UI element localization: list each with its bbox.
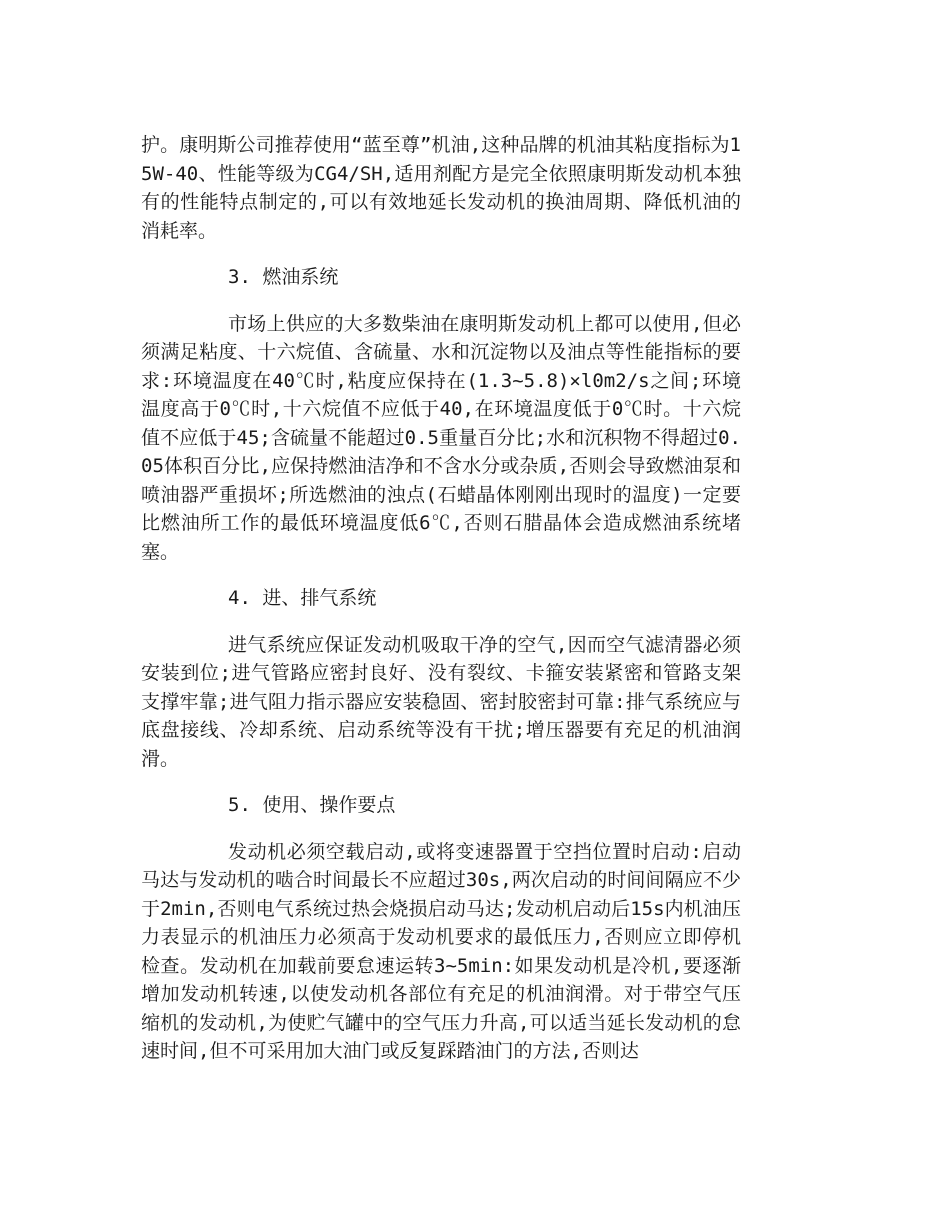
section-heading-fuel-system: 3. 燃油系统 xyxy=(228,266,339,288)
paragraph-oil-recommendation: 护。康明斯公司推荐使用“蓝至尊”机油,这种品牌的机油其粘度指标为15W-40、性能等级为CG4/SH,适用剂配方是完全依照康明斯发动机本独有的性能特点制定的,可以有效地延长发动机的换油周期、降低机油的消耗率。 xyxy=(141,134,741,242)
section-heading-intake-exhaust: 4. 进、排气系统 xyxy=(228,587,377,609)
paragraph-intake-exhaust: 进气系统应保证发动机吸取干净的空气,因而空气滤清器必须安装到位;进气管路应密封良好、没有裂纹、卡箍安装紧密和管路支架支撑牢靠;进气阻力指示器应安装稳固、密封胶密封可靠:排气系统应与底盘接线、冷却系统、启动系统等没有干扰;增压器要有充足的机油润滑。 xyxy=(141,633,741,770)
section-heading-operation: 5. 使用、操作要点 xyxy=(228,794,396,816)
paragraph-operation: 发动机必须空载启动,或将变速器置于空挡位置时启动:启动马达与发动机的啮合时间最长不应超过30s,两次启动的时间间隔应不少于2min,否则电气系统过热会烧损启动马达;发动机启动后15s内机油压力表显示的机油压力必须高于发动机要求的最低压力,否则应立即停机检查。发动机在加载前要怠速运转3~5min:如果发动机是冷机,要逐渐增加发动机转速,以使发动机各部位有充足的机油润滑。对于带空气压缩机的发动机,为使贮气罐中的空气压力升高,可以适当延长发动机的怠速时间,但不可采用加大油门或反复踩踏油门的方法,否则达 xyxy=(141,840,741,1062)
paragraph-fuel-system: 市场上供应的大多数柴油在康明斯发动机上都可以使用,但必须满足粘度、十六烷值、含硫量、水和沉淀物以及油点等性能指标的要求:环境温度在40℃时,粘度应保持在(1.3~5.8)×l0m2/s之间;环境温度高于0℃时,十六烷值不应低于40,在环境温度低于0℃时。十六烷值不应低于45;含硫量不能超过0.5重量百分比;水和沉积物不得超过0.05体积百分比,应保持燃油洁净和不含水分或杂质,否则会导致燃油泵和喷油器严重损坏;所选燃油的浊点(石蜡晶体刚刚出现时的温度)一定要比燃油所工作的最低环境温度低6℃,否则石腊晶体会造成燃油系统堵塞。 xyxy=(141,312,741,563)
document-body xyxy=(141,131,741,1066)
